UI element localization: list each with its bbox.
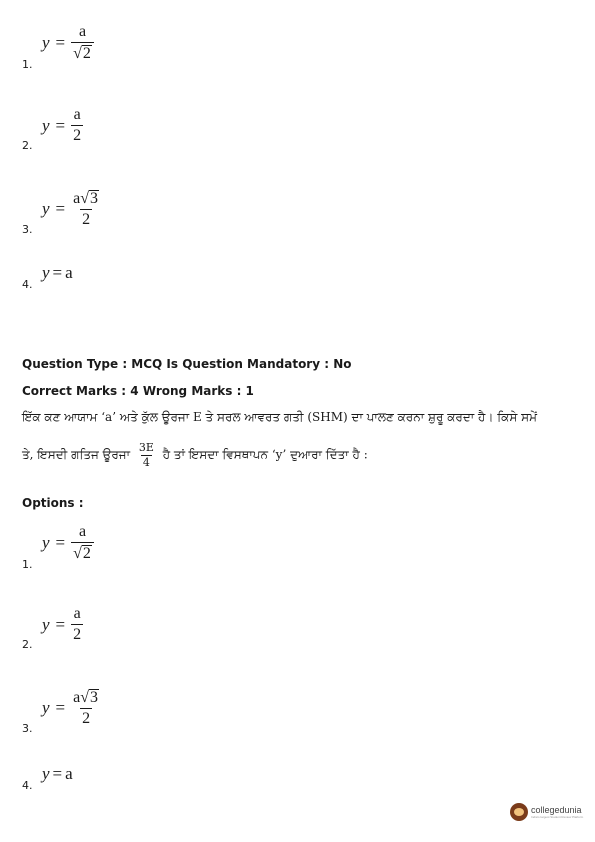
question-text-part-a: ਤੇ, ਇਸਦੀ ਗਤਿਜ ਊਰਜਾ bbox=[22, 447, 131, 462]
radical-sign: √ bbox=[80, 689, 90, 706]
collegedunia-logo[interactable] bbox=[510, 803, 583, 821]
radical-sign: √ bbox=[73, 45, 82, 62]
option-expression bbox=[42, 263, 73, 283]
option-expression bbox=[42, 606, 83, 643]
bottom-option-1[interactable] bbox=[22, 522, 222, 592]
numerator bbox=[71, 190, 101, 209]
option-number: 4. bbox=[22, 278, 33, 291]
option-expression bbox=[42, 24, 94, 62]
numerator: a bbox=[78, 23, 87, 40]
top-option-1[interactable] bbox=[22, 22, 222, 92]
denominator bbox=[71, 42, 94, 62]
equals: = bbox=[55, 33, 66, 52]
bottom-option-3[interactable] bbox=[22, 689, 222, 759]
options-label: Options : bbox=[22, 496, 84, 510]
marks-line: Correct Marks : 4 Wrong Marks : 1 bbox=[22, 384, 254, 398]
top-option-3[interactable] bbox=[22, 190, 222, 260]
question-text-line-1: ਇੱਕ ਕਣ ਆਯਾਮ ‘a’ ਅਤੇ ਕੁੱਲ ਊਰਜਾ E ਤੇ ਸਰਲ ਆਵਰਤ ਗਤੀ (SHM) ਦਾ ਪਾਲਣ ਕਰਨਾ ਸ਼ੁਰੂ ਕਰਦਾ ਹੈ। ਕਿਸੇ ਸਮੇਂ bbox=[22, 410, 538, 424]
denominator: 2 bbox=[82, 710, 91, 727]
numerator bbox=[71, 689, 101, 708]
bottom-option-4[interactable] bbox=[22, 763, 222, 833]
lhs: y bbox=[42, 698, 50, 717]
denominator bbox=[71, 542, 94, 562]
fraction bbox=[71, 24, 94, 62]
option-expression bbox=[42, 524, 94, 562]
numerator: a bbox=[78, 523, 87, 540]
lhs: y bbox=[42, 764, 50, 783]
equals: = bbox=[55, 698, 66, 717]
fraction bbox=[71, 190, 101, 228]
radicand: 2 bbox=[82, 545, 91, 562]
fraction bbox=[71, 606, 83, 643]
fraction bbox=[71, 107, 83, 144]
option-number: 4. bbox=[22, 779, 33, 792]
radicand: 3 bbox=[90, 689, 99, 706]
option-expression bbox=[42, 689, 101, 727]
lhs: y bbox=[42, 199, 50, 218]
fraction bbox=[71, 689, 101, 727]
radical-sign: √ bbox=[73, 545, 82, 562]
question-type-line: Question Type : MCQ Is Question Mandatory : No bbox=[22, 357, 352, 371]
top-option-2[interactable] bbox=[22, 105, 222, 175]
option-expression bbox=[42, 190, 101, 228]
fraction-denominator: 4 bbox=[142, 455, 150, 469]
fraction-numerator: 3E bbox=[138, 441, 154, 454]
lhs: y bbox=[42, 533, 50, 552]
option-number: 2. bbox=[22, 638, 33, 651]
logo-text bbox=[531, 805, 583, 819]
bottom-option-2[interactable] bbox=[22, 604, 222, 674]
question-text-part-b: ਹੈ ਤਾਂ ਇਸਦਾ ਵਿਸਥਾਪਨ ‘y’ ਦੁਆਰਾ ਦਿੱਤਾ ਹੈ : bbox=[162, 447, 368, 462]
option-number: 1. bbox=[22, 58, 33, 71]
equals: = bbox=[52, 263, 63, 282]
denominator: 2 bbox=[73, 626, 82, 643]
lhs: y bbox=[42, 33, 50, 52]
option-number: 3. bbox=[22, 722, 33, 735]
numerator: a bbox=[73, 106, 81, 123]
option-number: 2. bbox=[22, 139, 33, 152]
denominator: 2 bbox=[73, 127, 82, 144]
lhs: y bbox=[42, 115, 50, 135]
option-number: 1. bbox=[22, 558, 33, 571]
denominator: 2 bbox=[82, 211, 91, 228]
fraction bbox=[71, 524, 94, 562]
equals: = bbox=[55, 614, 66, 634]
lhs: y bbox=[42, 263, 50, 282]
graduate-avatar-icon bbox=[510, 803, 528, 821]
option-number: 3. bbox=[22, 223, 33, 236]
option-expression bbox=[42, 107, 83, 144]
logo-name: collegedunia bbox=[531, 805, 582, 815]
radical-sign: √ bbox=[80, 190, 90, 207]
numerator-prefix: a bbox=[73, 190, 81, 207]
radicand: 2 bbox=[82, 45, 91, 62]
equals: = bbox=[55, 533, 66, 552]
rhs: a bbox=[65, 263, 73, 282]
option-expression bbox=[42, 764, 73, 784]
numerator: a bbox=[73, 605, 81, 622]
logo-tagline: India's largest Student Review Platform bbox=[531, 815, 584, 819]
numerator-prefix: a bbox=[73, 689, 81, 706]
question-text-line-2 bbox=[22, 442, 368, 468]
energy-fraction bbox=[137, 442, 156, 468]
equals: = bbox=[55, 199, 66, 218]
equals: = bbox=[52, 764, 63, 783]
rhs: a bbox=[65, 764, 73, 783]
equals: = bbox=[55, 115, 66, 135]
top-option-4[interactable] bbox=[22, 262, 222, 332]
radicand: 3 bbox=[90, 190, 99, 207]
lhs: y bbox=[42, 614, 50, 634]
